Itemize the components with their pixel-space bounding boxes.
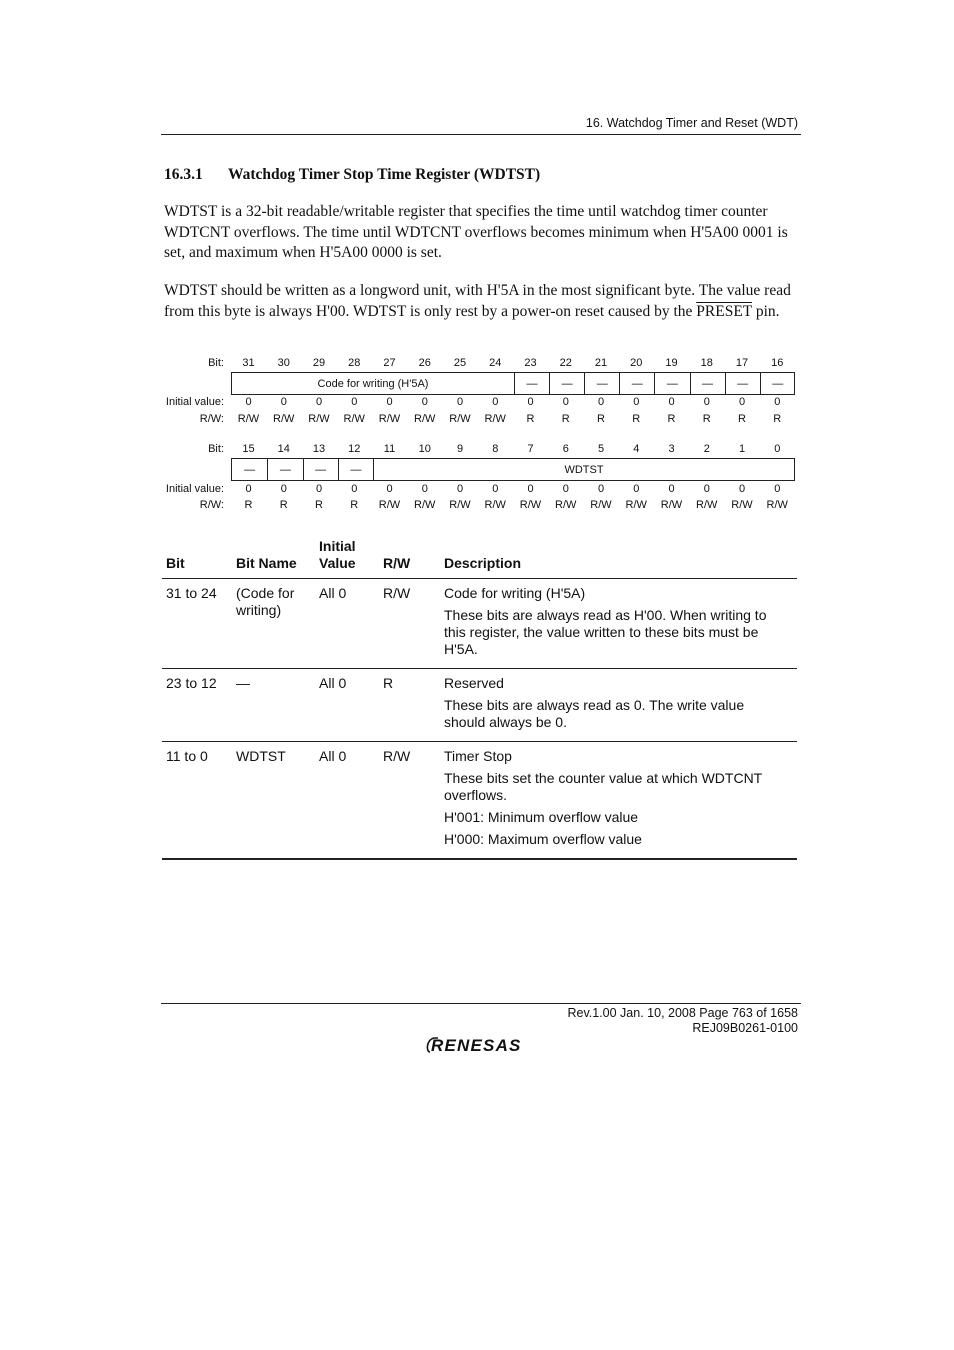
rw-value: R — [350, 499, 359, 511]
rw-value: R — [738, 413, 746, 425]
bit-number: 9 — [456, 443, 464, 455]
rw-row-label: R/W: — [199, 499, 224, 511]
row-bit: 31 to 24 — [166, 585, 217, 601]
intro-paragraph: WDTST is a 32-bit readable/writable register that specifies the time until watchdog timer counter WDTCNT overflows. The time until WDTCNT overflows becomes minimum when H'5A00 0001 is set, and maximum when H'5A00 0000 is set. — [164, 203, 788, 262]
bit-number: 1 — [738, 443, 746, 455]
section-heading: Watchdog Timer Stop Time Register (WDTST) — [228, 166, 541, 183]
table-row — [162, 742, 797, 860]
initial-value: 0 — [280, 396, 287, 408]
bit-number: 21 — [594, 357, 608, 369]
description-value: H'001: Minimum overflow value — [444, 809, 639, 825]
upper-field-row — [231, 372, 795, 395]
bit-number: 26 — [418, 357, 431, 369]
rw-value: R/W — [484, 499, 506, 511]
rw-value: R — [561, 413, 570, 425]
preset-pin-name: PRESET — [696, 302, 752, 320]
initial-value: 0 — [633, 483, 640, 495]
rw-value: R/W — [378, 499, 401, 511]
bit-number: 29 — [312, 357, 326, 369]
bit-number: 13 — [312, 443, 326, 455]
rw-value: R/W — [414, 499, 436, 511]
rw-value: R/W — [660, 499, 683, 511]
bit-number: 16 — [771, 357, 784, 369]
row-initial: All 0 — [319, 585, 347, 601]
reserved-bit-cell: — — [244, 463, 256, 476]
write-note-tail: pin. — [751, 302, 780, 320]
bit-number: 22 — [559, 357, 572, 369]
bit-number: 23 — [524, 357, 537, 369]
row-initial: All 0 — [319, 675, 347, 691]
bit-number: 24 — [489, 357, 502, 369]
initial-value: 0 — [245, 396, 252, 408]
description-value: H'000: Maximum overflow value — [444, 831, 642, 847]
rw-value: R/W — [308, 413, 330, 425]
rw-value: R/W — [414, 413, 436, 425]
initial-value: 0 — [351, 483, 358, 495]
rw-value: R/W — [731, 499, 753, 511]
renesas-logo — [424, 1032, 542, 1058]
bit-number: 4 — [633, 443, 640, 455]
reserved-bit-cell: — — [690, 373, 725, 394]
table-row — [162, 579, 797, 669]
bit-number: 15 — [242, 443, 255, 455]
initial-value: 0 — [738, 396, 746, 408]
bit-number: 11 — [383, 443, 396, 455]
rw-value: R — [526, 413, 535, 425]
rw-value: R — [279, 499, 288, 511]
write-note-paragraph — [164, 281, 804, 322]
bit-number: 14 — [277, 443, 290, 455]
description-text: These bits are always read as 0. The write value should always be 0. — [444, 697, 745, 730]
field-wdtst: WDTST — [373, 459, 794, 480]
reserved-bit-cell: — — [760, 373, 795, 394]
rw-value: R — [773, 413, 782, 425]
header-rule — [161, 134, 801, 135]
bit-number: 3 — [668, 443, 675, 455]
row-rw: R/W — [383, 585, 411, 601]
initial-value: 0 — [351, 396, 358, 408]
rw-row-label: R/W: — [199, 413, 224, 425]
header-initial-line1: Initial — [319, 538, 356, 554]
bit-number: 10 — [418, 443, 431, 455]
upper-bit-row — [0, 357, 954, 371]
footer-document-number: REJ09B0261-0100 — [692, 1021, 798, 1035]
row-rw: R/W — [383, 748, 411, 764]
table-header — [162, 536, 797, 579]
description-text: These bits are always read as H'00. When writing to this register, the value written to these bits must be H'5A. — [444, 607, 767, 657]
upper-rw-row — [0, 413, 954, 427]
initial-value: 0 — [774, 483, 781, 495]
rw-value: R/W — [696, 499, 718, 511]
rw-value: R/W — [519, 499, 542, 511]
rw-value: R/W — [555, 499, 577, 511]
rw-value: R — [315, 499, 323, 511]
rw-value: R — [667, 413, 676, 425]
initial-value: 0 — [668, 483, 675, 495]
initial-value: 0 — [492, 396, 499, 408]
initial-row-label: Initial value: — [165, 483, 224, 495]
lower-bit-row — [0, 443, 954, 457]
bit-number: 19 — [665, 357, 678, 369]
description-title: Code for writing (H'5A) — [444, 585, 586, 601]
rw-value: R/W — [378, 413, 401, 425]
initial-value: 0 — [456, 483, 464, 495]
bit-number: 18 — [700, 357, 713, 369]
header-initial-line2: Value — [319, 555, 356, 571]
rw-value: R — [702, 413, 711, 425]
bit-number: 27 — [383, 357, 396, 369]
initial-value: 0 — [597, 483, 605, 495]
reserved-bit-cell: — — [514, 373, 549, 394]
rw-value: R — [632, 413, 641, 425]
rw-value: R/W — [343, 413, 365, 425]
row-bit-name — [236, 585, 294, 619]
rw-value: R — [244, 499, 253, 511]
bit-number: 25 — [453, 357, 467, 369]
bit-number: 12 — [348, 443, 361, 455]
initial-value: 0 — [386, 483, 393, 495]
row-rw: R — [383, 675, 394, 691]
lower-rw-row — [0, 499, 954, 513]
reserved-bit-cell: — — [725, 373, 760, 394]
bit-number: 30 — [277, 357, 290, 369]
rw-value: R/W — [766, 499, 788, 511]
reserved-bit-cell: — — [338, 459, 373, 480]
initial-value: 0 — [421, 396, 428, 408]
description-title: Timer Stop — [444, 748, 512, 764]
rw-value: R/W — [237, 413, 260, 425]
initial-value: 0 — [527, 483, 534, 495]
reserved-bit-cell: — — [654, 373, 689, 394]
rw-value: R/W — [625, 499, 647, 511]
description-text: These bits set the counter value at which WDTCNT overflows. — [444, 770, 762, 803]
initial-row-label: Initial value: — [165, 396, 224, 408]
bit-number: 0 — [774, 443, 781, 455]
rw-value: R/W — [449, 413, 471, 425]
bit-number: 7 — [527, 443, 534, 455]
bit-number: 17 — [735, 357, 749, 369]
header-description: Description — [444, 555, 522, 571]
rw-value: R/W — [484, 413, 506, 425]
field-code-for-writing: Code for writing (H'5A) — [317, 377, 429, 390]
initial-value: 0 — [562, 396, 569, 408]
description-title: Reserved — [444, 675, 504, 691]
bit-number: 20 — [630, 357, 643, 369]
section-title — [164, 166, 540, 184]
row-description — [444, 669, 784, 741]
footer-rule — [161, 1003, 801, 1004]
header-bit: Bit — [166, 555, 185, 571]
bit-row-label: Bit: — [208, 357, 224, 369]
bit-number: 28 — [348, 357, 361, 369]
initial-value: 0 — [315, 483, 323, 495]
initial-value: 0 — [492, 483, 499, 495]
row-initial: All 0 — [319, 748, 347, 764]
bit-description-table — [162, 536, 797, 860]
initial-value: 0 — [421, 483, 428, 495]
bit-number: 5 — [597, 443, 605, 455]
running-header: 16. Watchdog Timer and Reset (WDT) — [585, 116, 798, 130]
bit-row-label: Bit: — [208, 443, 224, 455]
reserved-bit-cell: — — [267, 459, 302, 480]
reserved-bit-cell: — — [619, 373, 654, 394]
table-row — [162, 669, 797, 742]
row-bit-name: WDTST — [236, 748, 286, 764]
reserved-bit-cell: — — [549, 373, 584, 394]
initial-value: 0 — [315, 396, 323, 408]
rw-value: R — [597, 413, 605, 425]
initial-value: 0 — [633, 396, 640, 408]
lower-field-row — [231, 458, 795, 481]
header-rw: R/W — [383, 555, 411, 571]
initial-value: 0 — [456, 396, 464, 408]
row-bit-name-line1: (Code for — [236, 585, 295, 601]
initial-value: 0 — [738, 483, 746, 495]
row-bit: 11 to 0 — [166, 748, 208, 764]
header-initial-value — [319, 538, 356, 572]
initial-value: 0 — [527, 396, 534, 408]
initial-value: 0 — [386, 396, 393, 408]
bit-number: 31 — [242, 357, 255, 369]
initial-value: 0 — [703, 396, 710, 408]
lower-initial-row — [0, 483, 954, 497]
row-description — [444, 579, 784, 668]
initial-value: 0 — [774, 396, 781, 408]
initial-value: 0 — [562, 483, 569, 495]
write-note-text: WDTST should be written as a longword unit, with H'5A in the most significant byte. The value read from this byte is always H'00. WDTST is only rest by a power-on reset caused by the — [164, 282, 791, 320]
bit-number: 2 — [703, 443, 710, 455]
rw-value: R/W — [590, 499, 612, 511]
reserved-bit-cell: — — [303, 459, 338, 480]
header-bit-name: Bit Name — [236, 555, 297, 571]
initial-value: 0 — [703, 483, 710, 495]
row-bit-name-line2: writing) — [236, 602, 282, 618]
bit-number: 6 — [562, 443, 569, 455]
upper-initial-row — [0, 396, 954, 410]
row-description — [444, 742, 784, 858]
bit-number: 8 — [492, 443, 499, 455]
reserved-bit-cell: — — [584, 373, 619, 394]
footer-revision: Rev.1.00 Jan. 10, 2008 Page 763 of 1658 — [567, 1006, 798, 1020]
initial-value: 0 — [280, 483, 287, 495]
row-bit-name: — — [236, 675, 250, 691]
initial-value: 0 — [668, 396, 675, 408]
section-number: 16.3.1 — [164, 166, 203, 183]
initial-value: 0 — [597, 396, 605, 408]
rw-value: R/W — [273, 413, 295, 425]
initial-value: 0 — [245, 483, 252, 495]
row-bit: 23 to 12 — [166, 675, 217, 691]
rw-value: R/W — [449, 499, 471, 511]
logo-wordmark: RENESAS — [431, 1036, 522, 1055]
